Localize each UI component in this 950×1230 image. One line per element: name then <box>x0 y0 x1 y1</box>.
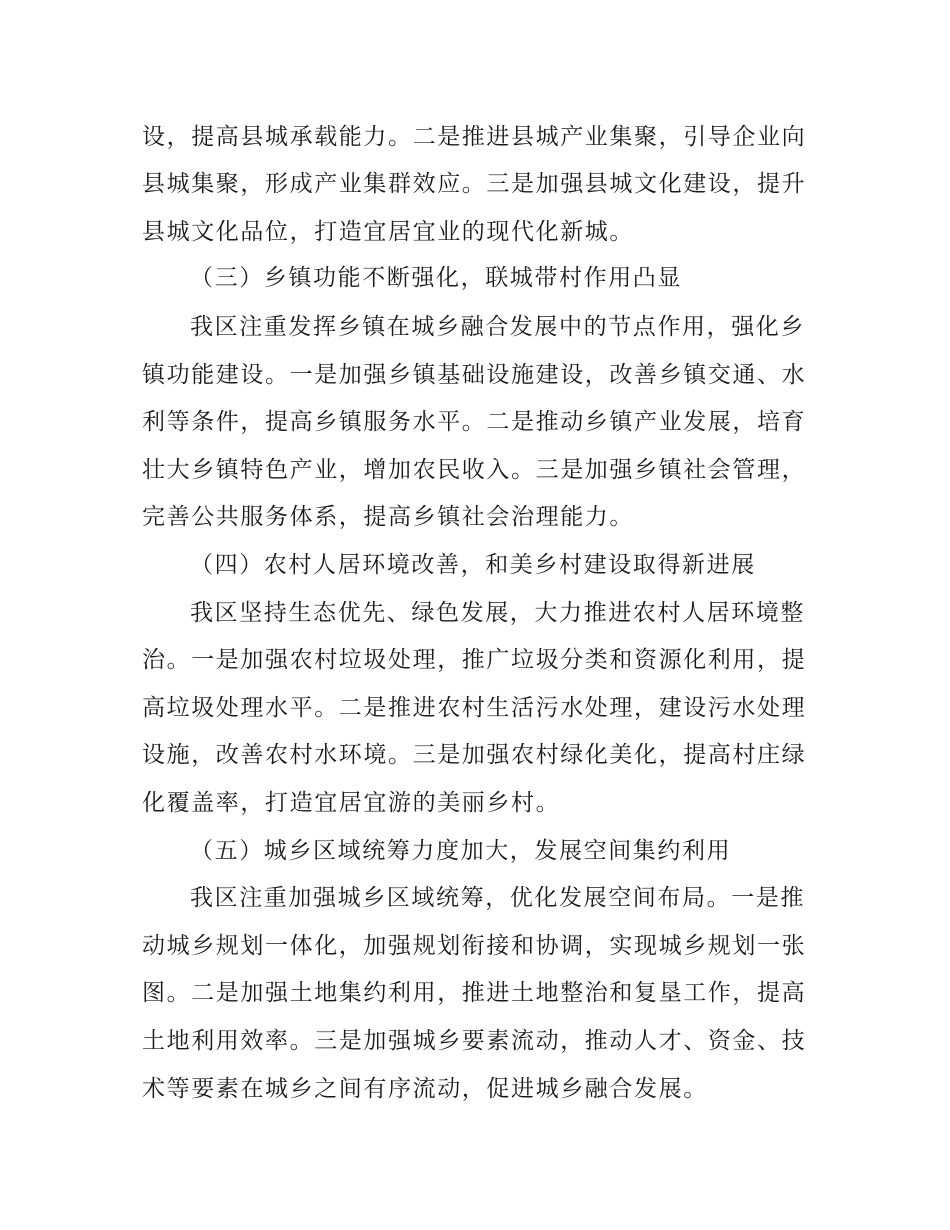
line-text: 高垃圾处理水平。二是推进农村生活污水处理，建设污水处理 <box>142 695 807 721</box>
section-heading-4 <box>0 543 950 587</box>
line-text: 我区坚持生态优先、绿色发展，大力推进农村人居环境整 <box>190 600 805 626</box>
line-text: 壮大乡镇特色产业，增加农民收入。三是加强乡镇社会管理， <box>142 457 807 483</box>
paragraph-line <box>0 1067 950 1111</box>
section-heading-5 <box>0 829 950 873</box>
line-text: 完善公共服务体系，提高乡镇社会治理能力。 <box>142 504 634 530</box>
heading-text: （四）农村人居环境改善，和美乡村建设取得新进展 <box>190 552 756 578</box>
paragraph-line <box>0 210 950 254</box>
line-text: 县城集聚，形成产业集群效应。三是加强县城文化建设，提升 <box>142 171 807 197</box>
line-text: 利等条件，提高乡镇服务水平。二是推动乡镇产业发展，培育 <box>142 409 807 435</box>
line-text: 术等要素在城乡之间有序流动，促进城乡融合发展。 <box>142 1076 708 1102</box>
paragraph-line <box>0 733 950 777</box>
paragraph-line <box>0 495 950 539</box>
heading-text: （三）乡镇功能不断强化，联城带村作用凸显 <box>190 265 682 291</box>
paragraph-line <box>0 876 950 920</box>
paragraph-line <box>0 353 950 397</box>
paragraph-line <box>0 162 950 206</box>
paragraph-line <box>0 115 950 159</box>
section-heading-3 <box>0 256 950 300</box>
paragraph-line <box>0 781 950 825</box>
line-text: 县城文化品位，打造宜居宜业的现代化新城。 <box>142 219 634 245</box>
line-text: 我区注重发挥乡镇在城乡融合发展中的节点作用，强化乡 <box>190 314 805 340</box>
line-text: 图。二是加强土地集约利用，推进土地整治和复垦工作，提高 <box>142 980 807 1006</box>
paragraph-line <box>0 1019 950 1063</box>
line-text: 动城乡规划一体化，加强规划衔接和协调，实现城乡规划一张 <box>142 933 807 959</box>
line-text: 我区注重加强城乡区域统筹，优化发展空间布局。一是推 <box>190 885 805 911</box>
paragraph-line <box>0 686 950 730</box>
line-text: 镇功能建设。一是加强乡镇基础设施建设，改善乡镇交通、水 <box>142 362 807 388</box>
paragraph-line <box>0 924 950 968</box>
paragraph-line <box>0 400 950 444</box>
heading-text: （五）城乡区域统筹力度加大，发展空间集约利用 <box>190 838 732 864</box>
line-text: 治。一是加强农村垃圾处理，推广垃圾分类和资源化利用，提 <box>142 647 807 673</box>
paragraph-line <box>0 591 950 635</box>
paragraph-line <box>0 448 950 492</box>
paragraph-line <box>0 971 950 1015</box>
paragraph-line <box>0 305 950 349</box>
line-text: 设施，改善农村水环境。三是加强农村绿化美化，提高村庄绿 <box>142 742 807 768</box>
line-text: 化覆盖率，打造宜居宜游的美丽乡村。 <box>142 790 561 816</box>
line-text: 设，提高县城承载能力。二是推进县城产业集聚，引导企业向 <box>142 124 807 150</box>
paragraph-line <box>0 638 950 682</box>
line-text: 土地利用效率。三是加强城乡要素流动，推动人才、资金、技 <box>142 1028 807 1054</box>
